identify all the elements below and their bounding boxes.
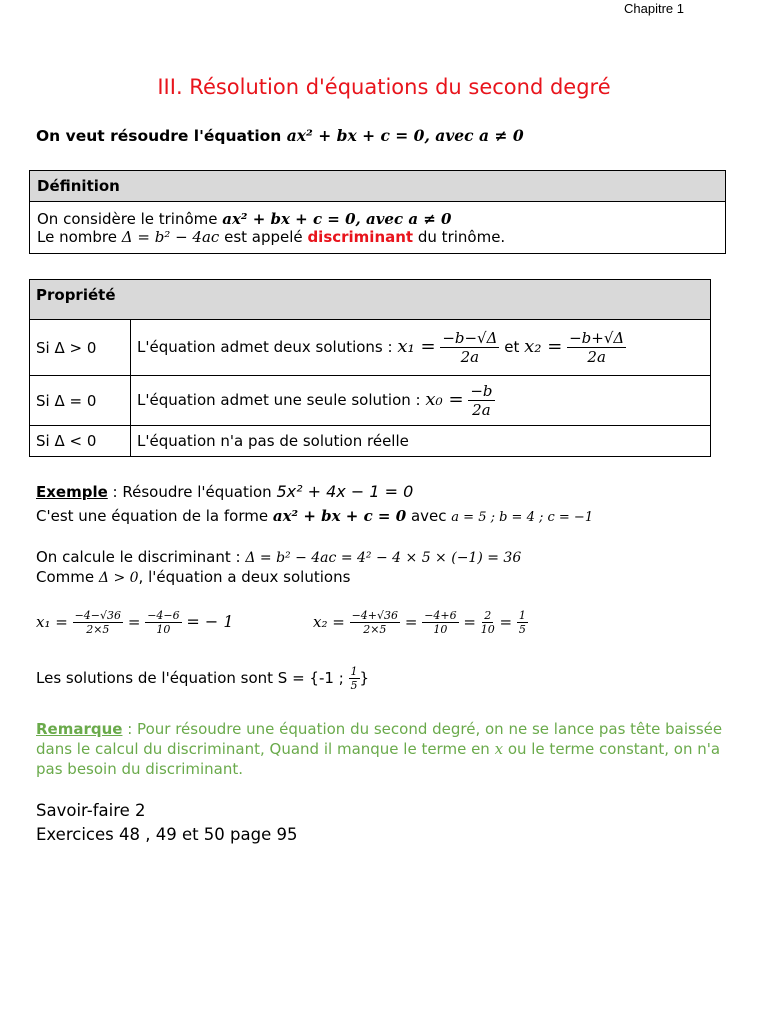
example-line1 [36,482,413,501]
condition-zero: Si Δ = 0 [30,376,131,426]
example-label: Exemple [36,483,108,501]
x1-lhs: x₁ = [36,613,68,632]
solutions-line [36,665,369,692]
solutions-fraction: $\frac{1}{5}$ [350,665,358,693]
and-word: et [504,338,520,356]
example-avec: avec [410,507,447,525]
x1-fraction-2: $\frac{-4-6}{10}$ [147,609,180,637]
remark-paragraph [36,719,726,779]
x1-result: = − 1 [186,612,234,632]
condition-positive: Si Δ > 0 [30,320,131,376]
x2-formula: $\frac{-b+√\Delta}{2a}$ [569,329,625,366]
intro-text: On veut résoudre l'équation [36,127,282,145]
example-discriminant-eq: Δ = b² − 4ac = 4² − 4 × 5 × (−1) = 36 [245,550,522,566]
solutions-close: } [359,669,370,688]
savoir-faire-title: Savoir-faire 2 [36,801,146,820]
x2-fraction-3: $\frac{2}{10}$ [480,609,495,637]
x1-computation: x₁ = $\frac{-4-√36}{2\times 5}$ = $\frac{-4-6}{10}$ = − 1 [36,609,234,637]
discriminant-keyword: discriminant [307,227,414,246]
remark-text-2: ou le terme constant, on n'a pas besoin du discriminant. [36,740,721,778]
x2-fraction-2: $\frac{-4+6}{10}$ [424,609,457,637]
definition-body [30,202,726,254]
definition-line2-mid: est appelé [224,227,303,246]
property-heading: Propriété [30,280,711,320]
x1-label: x₁ = [397,336,436,357]
example-line3 [36,548,521,566]
chapter-label: Chapitre 1 [624,1,684,16]
case-negative-text: L'équation n'a pas de solution réelle [131,426,711,457]
example-line2 [36,507,593,525]
case-positive [131,320,711,376]
x2-lhs: x₂ = [313,613,345,632]
exercises-reference: Exercices 48 , 49 et 50 page 95 [36,825,298,844]
example-line4 [36,568,350,586]
x1-formula: $\frac{-b-√\Delta}{2a}$ [442,329,498,366]
definition-box [29,170,726,254]
example-line4-pre: Comme [36,568,95,586]
remark-text: : Pour résoudre une équation du second degré, on ne se lance pas tête baissée dans le calcul du discriminant, Quand il manque le terme en [36,720,723,758]
definition-line2-pre: Le nombre [37,227,117,246]
case-zero-text: L'équation admet une seule solution : [137,391,421,409]
section-title: III. Résolution d'équations du second degré [157,75,611,99]
example-line2-text: C'est une équation de la forme [36,507,269,525]
x2-fraction-4: $\frac{1}{5}$ [518,609,526,637]
example-line1-text: : Résoudre l'équation [107,483,277,501]
x0-formula: $\frac{-b}{2a}$ [470,382,493,419]
example-coefs: a = 5 ; b = 4 ; c = −1 [451,510,594,525]
remark-label: Remarque [36,720,123,738]
definition-line1-text: On considère le trinôme [37,209,218,228]
x2-computation: x₂ = $\frac{-4+√36}{2\times 5}$ = $\frac{-4+6}{10}$ = $\frac{2}{10}$ = $\frac{1}{5}$ [313,609,526,637]
definition-line2-post: du trinôme. [417,227,506,246]
x2-label: x₂ = [524,336,563,357]
property-box [29,279,711,457]
intro-equation: ax² + bx + c = 0, avec a ≠ 0 [286,126,524,145]
definition-heading: Définition [30,171,726,202]
remark-var: x [494,740,504,758]
intro-line [36,126,524,145]
definition-formula: Δ = b² − 4ac [121,227,220,246]
example-line2-eq: ax² + bx + c = 0 [272,507,407,525]
definition-line1-eq: ax² + bx + c = 0, avec a ≠ 0 [222,209,452,228]
x1-fraction-1: $\frac{-4-√36}{2\times 5}$ [74,609,122,637]
case-positive-text: L'équation admet deux solutions : [137,338,393,356]
solutions-text: Les solutions de l'équation sont S = {-1 ; [36,669,344,688]
x0-label: x₀ = [425,389,464,410]
example-line3-text: On calcule le discriminant : [36,548,241,566]
condition-negative: Si Δ < 0 [30,426,131,457]
example-equation: 5x² + 4x − 1 = 0 [276,482,414,501]
case-zero [131,376,711,426]
example-line4-post: , l'équation a deux solutions [138,568,351,586]
example-line4-eq: Δ > 0 [98,570,139,586]
x2-fraction-1: $\frac{-4+√36}{2\times 5}$ [351,609,399,637]
